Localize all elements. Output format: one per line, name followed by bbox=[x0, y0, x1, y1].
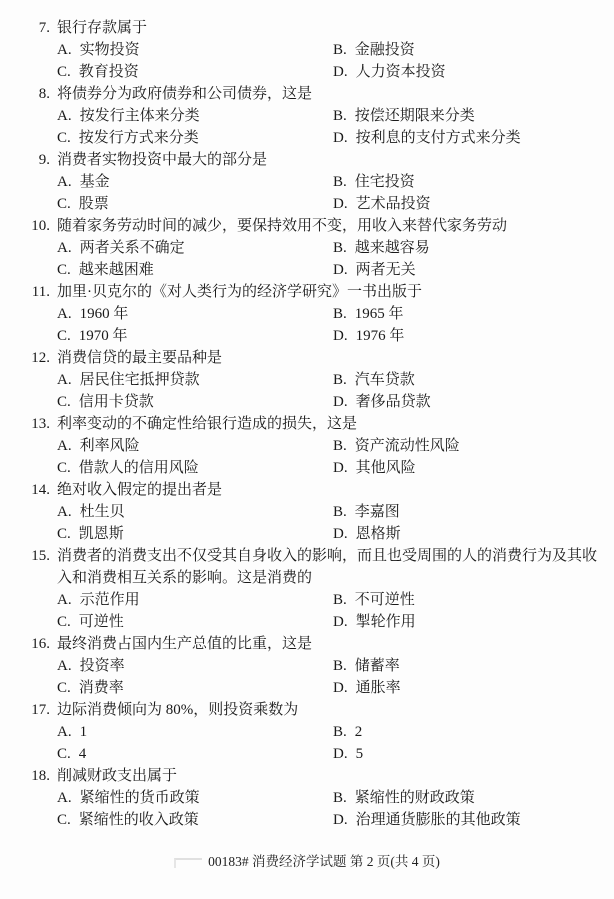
question-text: 银行存款属于 bbox=[57, 20, 148, 36]
option-c bbox=[57, 127, 333, 149]
question-text: 随着家务劳动时间的减少，要保持效用不变，用收入来替代家务劳动 bbox=[57, 218, 508, 234]
option-c-text: 消费率 bbox=[78, 680, 124, 696]
option-b bbox=[333, 237, 430, 259]
option-c-label: C. bbox=[57, 394, 71, 410]
option-d-label: D. bbox=[333, 130, 348, 146]
option-d bbox=[333, 743, 363, 765]
option-b-label: B. bbox=[333, 790, 347, 806]
question bbox=[0, 545, 614, 633]
question bbox=[0, 413, 614, 479]
question-number: 17. bbox=[31, 702, 50, 718]
option-d-text: 按利息的支付方式来分类 bbox=[355, 130, 521, 146]
option-b-label: B. bbox=[333, 592, 347, 608]
option-a bbox=[57, 435, 333, 457]
option-row-cd bbox=[0, 611, 614, 633]
question bbox=[0, 479, 614, 545]
page-footer bbox=[0, 851, 614, 873]
option-a-text: 两者关系不确定 bbox=[79, 240, 185, 256]
question-number: 15. bbox=[31, 548, 50, 564]
option-d-label: D. bbox=[333, 746, 348, 762]
option-row-ab bbox=[0, 589, 614, 611]
option-c bbox=[57, 809, 333, 831]
question-number: 9. bbox=[38, 152, 50, 168]
option-b-text: 资产流动性风险 bbox=[354, 438, 460, 454]
option-d-text: 艺术品投资 bbox=[355, 196, 431, 212]
option-a-label: A. bbox=[57, 438, 72, 454]
question-stem-line bbox=[0, 281, 614, 303]
option-b-label: B. bbox=[333, 240, 347, 256]
option-a-label: A. bbox=[57, 592, 72, 608]
question-number: 8. bbox=[38, 86, 50, 102]
option-d-label: D. bbox=[333, 196, 348, 212]
option-c-text: 教育投资 bbox=[78, 64, 139, 80]
option-a-text: 居民住宅抵押贷款 bbox=[79, 372, 200, 388]
question-stem-line bbox=[0, 215, 614, 237]
question bbox=[0, 215, 614, 281]
option-row-cd bbox=[0, 391, 614, 413]
option-d bbox=[333, 611, 416, 633]
option-d bbox=[333, 457, 416, 479]
option-c-label: C. bbox=[57, 64, 71, 80]
option-d-text: 其他风险 bbox=[355, 460, 416, 476]
option-b bbox=[333, 787, 475, 809]
option-c bbox=[57, 743, 333, 765]
option-b bbox=[333, 171, 415, 193]
question-text: 边际消费倾向为 80%，则投资乘数为 bbox=[57, 702, 299, 718]
question-stem-line bbox=[0, 765, 614, 787]
option-c-label: C. bbox=[57, 460, 71, 476]
option-row-ab bbox=[0, 237, 614, 259]
question-number: 16. bbox=[31, 636, 50, 652]
question-text: 削减财政支出属于 bbox=[57, 768, 178, 784]
question bbox=[0, 347, 614, 413]
option-b-label: B. bbox=[333, 504, 347, 520]
option-c-text: 股票 bbox=[78, 196, 109, 212]
option-c bbox=[57, 325, 333, 347]
option-b-text: 不可逆性 bbox=[354, 592, 415, 608]
option-d bbox=[333, 325, 404, 347]
question-text: 加里·贝克尔的《对人类行为的经济学研究》一书出版于 bbox=[57, 284, 422, 300]
question-text: 消费信贷的最主要品种是 bbox=[57, 350, 223, 366]
option-row-cd bbox=[0, 523, 614, 545]
option-b-text: 2 bbox=[354, 724, 363, 740]
option-d bbox=[333, 127, 521, 149]
option-d bbox=[333, 61, 446, 83]
option-c bbox=[57, 391, 333, 413]
option-c bbox=[57, 193, 333, 215]
option-d bbox=[333, 809, 521, 831]
question-stem-line bbox=[0, 633, 614, 655]
option-d bbox=[333, 391, 431, 413]
option-d-label: D. bbox=[333, 394, 348, 410]
option-b bbox=[333, 589, 415, 611]
option-a-label: A. bbox=[57, 372, 72, 388]
option-c bbox=[57, 677, 333, 699]
option-a-label: A. bbox=[57, 240, 72, 256]
option-d-label: D. bbox=[333, 614, 348, 630]
option-row-cd bbox=[0, 127, 614, 149]
question-stem-line bbox=[0, 413, 614, 435]
option-row-cd bbox=[0, 457, 614, 479]
option-c-label: C. bbox=[57, 614, 71, 630]
option-a-text: 1 bbox=[79, 724, 88, 740]
option-b-label: B. bbox=[333, 42, 347, 58]
question-text: 消费者的消费支出不仅受其自身收入的影响，而且也受周围的人的消费行为及其收入和消费相互关系的影响。这是消费的 bbox=[57, 548, 598, 586]
option-c-text: 凯恩斯 bbox=[78, 526, 124, 542]
option-a bbox=[57, 369, 333, 391]
option-c-text: 按发行方式来分类 bbox=[78, 130, 199, 146]
option-a-text: 按发行主体来分类 bbox=[79, 108, 200, 124]
option-a-label: A. bbox=[57, 306, 72, 322]
option-c-text: 越来越困难 bbox=[78, 262, 154, 278]
option-b-text: 金融投资 bbox=[354, 42, 415, 58]
option-row-ab bbox=[0, 501, 614, 523]
option-d bbox=[333, 523, 401, 545]
option-d-text: 5 bbox=[355, 746, 364, 762]
option-d-text: 两者无关 bbox=[355, 262, 416, 278]
option-c-text: 紧缩性的收入政策 bbox=[78, 812, 199, 828]
option-c bbox=[57, 457, 333, 479]
question-stem-line bbox=[0, 545, 614, 589]
option-d-label: D. bbox=[333, 680, 348, 696]
option-c-label: C. bbox=[57, 262, 71, 278]
option-b-label: B. bbox=[333, 174, 347, 190]
option-b-text: 越来越容易 bbox=[354, 240, 430, 256]
option-d-text: 掣轮作用 bbox=[355, 614, 416, 630]
option-a bbox=[57, 655, 333, 677]
option-d-text: 治理通货膨胀的其他政策 bbox=[355, 812, 521, 828]
option-row-ab bbox=[0, 39, 614, 61]
question bbox=[0, 765, 614, 831]
question-text: 将债券分为政府债券和公司债券，这是 bbox=[57, 86, 313, 102]
option-b bbox=[333, 655, 400, 677]
option-d-label: D. bbox=[333, 328, 348, 344]
option-b-label: B. bbox=[333, 658, 347, 674]
option-row-ab bbox=[0, 369, 614, 391]
option-a bbox=[57, 303, 333, 325]
option-d-label: D. bbox=[333, 460, 348, 476]
option-a-label: A. bbox=[57, 724, 72, 740]
option-a-label: A. bbox=[57, 504, 72, 520]
option-d bbox=[333, 193, 431, 215]
option-c-text: 1970 年 bbox=[78, 328, 128, 344]
option-a bbox=[57, 787, 333, 809]
question-number: 18. bbox=[31, 768, 50, 784]
option-b bbox=[333, 105, 475, 127]
question-number: 10. bbox=[31, 218, 50, 234]
option-a-text: 基金 bbox=[79, 174, 110, 190]
footer-text: 00183# 消费经济学试题 第 2 页(共 4 页) bbox=[208, 854, 440, 869]
option-row-cd bbox=[0, 325, 614, 347]
question-stem-line bbox=[0, 149, 614, 171]
option-row-cd bbox=[0, 677, 614, 699]
option-c bbox=[57, 61, 333, 83]
option-d-text: 1976 年 bbox=[355, 328, 405, 344]
option-b-label: B. bbox=[333, 372, 347, 388]
option-a-text: 利率风险 bbox=[79, 438, 140, 454]
option-a-label: A. bbox=[57, 108, 72, 124]
option-b-label: B. bbox=[333, 108, 347, 124]
option-d-label: D. bbox=[333, 64, 348, 80]
option-a-text: 投资率 bbox=[79, 658, 125, 674]
option-c-label: C. bbox=[57, 130, 71, 146]
option-row-cd bbox=[0, 809, 614, 831]
option-row-cd bbox=[0, 743, 614, 765]
option-b-text: 住宅投资 bbox=[354, 174, 415, 190]
option-b-text: 李嘉图 bbox=[354, 504, 400, 520]
option-b-text: 紧缩性的财政政策 bbox=[354, 790, 475, 806]
option-d bbox=[333, 677, 401, 699]
option-d bbox=[333, 259, 416, 281]
option-d-text: 恩格斯 bbox=[355, 526, 401, 542]
question-text: 利率变动的不确定性给银行造成的损失，这是 bbox=[57, 416, 358, 432]
option-b-text: 1965 年 bbox=[354, 306, 404, 322]
option-b bbox=[333, 435, 460, 457]
option-b-text: 储蓄率 bbox=[354, 658, 400, 674]
option-a-label: A. bbox=[57, 790, 72, 806]
option-row-ab bbox=[0, 787, 614, 809]
option-row-ab bbox=[0, 655, 614, 677]
option-b bbox=[333, 39, 415, 61]
option-b bbox=[333, 501, 400, 523]
option-a-text: 杜生贝 bbox=[79, 504, 125, 520]
option-a bbox=[57, 721, 333, 743]
question-stem-line bbox=[0, 699, 614, 721]
option-c-label: C. bbox=[57, 812, 71, 828]
option-a-label: A. bbox=[57, 174, 72, 190]
question-number: 13. bbox=[31, 416, 50, 432]
option-a-label: A. bbox=[57, 658, 72, 674]
option-d-text: 通胀率 bbox=[355, 680, 401, 696]
option-b bbox=[333, 303, 404, 325]
option-c-text: 借款人的信用风险 bbox=[78, 460, 199, 476]
option-a-label: A. bbox=[57, 42, 72, 58]
option-a-text: 紧缩性的货币政策 bbox=[79, 790, 200, 806]
option-c-label: C. bbox=[57, 680, 71, 696]
option-row-ab bbox=[0, 105, 614, 127]
option-c bbox=[57, 523, 333, 545]
option-c-label: C. bbox=[57, 196, 71, 212]
option-c-label: C. bbox=[57, 746, 71, 762]
option-d-label: D. bbox=[333, 262, 348, 278]
option-a-text: 示范作用 bbox=[79, 592, 140, 608]
option-d-label: D. bbox=[333, 812, 348, 828]
option-d-label: D. bbox=[333, 526, 348, 542]
option-b bbox=[333, 721, 362, 743]
option-a bbox=[57, 171, 333, 193]
option-row-cd bbox=[0, 61, 614, 83]
option-b-label: B. bbox=[333, 438, 347, 454]
question-stem-line bbox=[0, 479, 614, 501]
option-c bbox=[57, 611, 333, 633]
question-stem-line bbox=[0, 347, 614, 369]
option-b-text: 按偿还期限来分类 bbox=[354, 108, 475, 124]
option-c-label: C. bbox=[57, 328, 71, 344]
option-b bbox=[333, 369, 415, 391]
question-number: 11. bbox=[31, 284, 50, 300]
option-row-ab bbox=[0, 721, 614, 743]
question-text: 绝对收入假定的提出者是 bbox=[57, 482, 223, 498]
option-b-label: B. bbox=[333, 724, 347, 740]
option-a bbox=[57, 589, 333, 611]
option-c-label: C. bbox=[57, 526, 71, 542]
question bbox=[0, 83, 614, 149]
option-d-text: 人力资本投资 bbox=[355, 64, 446, 80]
option-c-text: 4 bbox=[78, 746, 87, 762]
question-text: 最终消费占国内生产总值的比重，这是 bbox=[57, 636, 313, 652]
option-c-text: 可逆性 bbox=[78, 614, 124, 630]
option-c bbox=[57, 259, 333, 281]
option-row-ab bbox=[0, 171, 614, 193]
option-row-ab bbox=[0, 435, 614, 457]
option-row-cd bbox=[0, 193, 614, 215]
option-a-text: 1960 年 bbox=[79, 306, 129, 322]
question-stem-line bbox=[0, 17, 614, 39]
question-number: 14. bbox=[31, 482, 50, 498]
option-c-text: 信用卡贷款 bbox=[78, 394, 154, 410]
option-a-text: 实物投资 bbox=[79, 42, 140, 58]
question-stem-line bbox=[0, 83, 614, 105]
scan-artifact-mark bbox=[174, 858, 202, 868]
option-row-cd bbox=[0, 259, 614, 281]
question bbox=[0, 699, 614, 765]
question bbox=[0, 17, 614, 83]
question-number: 7. bbox=[38, 20, 50, 36]
question bbox=[0, 149, 614, 215]
option-a bbox=[57, 39, 333, 61]
option-a bbox=[57, 105, 333, 127]
question-number: 12. bbox=[31, 350, 50, 366]
option-b-label: B. bbox=[333, 306, 347, 322]
option-b-text: 汽车贷款 bbox=[354, 372, 415, 388]
question bbox=[0, 633, 614, 699]
option-d-text: 奢侈品贷款 bbox=[355, 394, 431, 410]
option-a bbox=[57, 501, 333, 523]
question-text: 消费者实物投资中最大的部分是 bbox=[57, 152, 268, 168]
option-row-ab bbox=[0, 303, 614, 325]
question bbox=[0, 281, 614, 347]
option-a bbox=[57, 237, 333, 259]
